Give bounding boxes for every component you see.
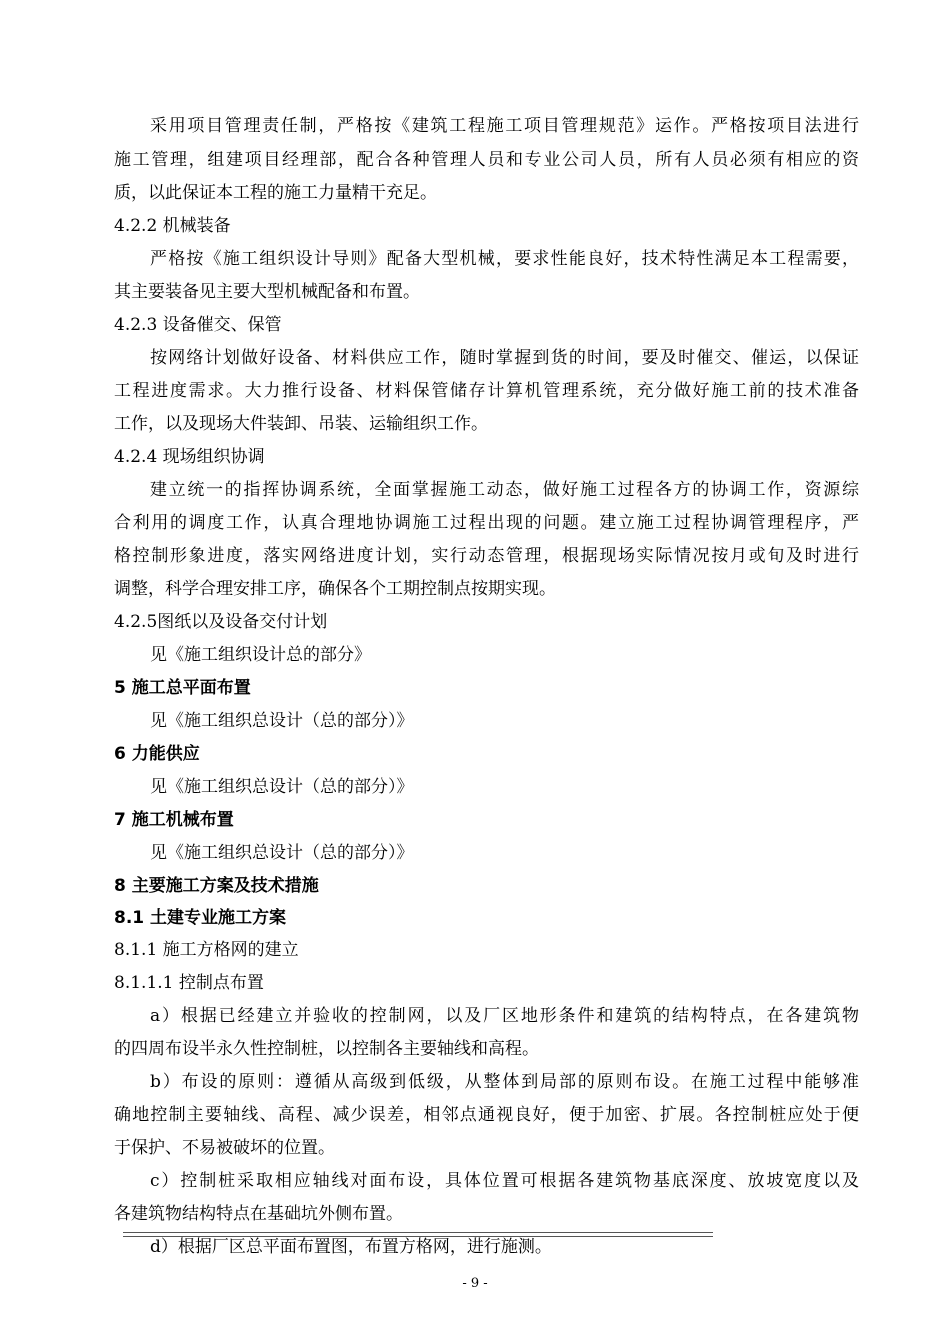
paragraph-line: 见《施工组织设计总的部分》	[150, 645, 371, 665]
chapter-heading-5: 5 施工总平面布置	[114, 678, 251, 698]
paragraph-line: b）布设的原则：遵循从高级到低级，从整体到局部的原则布设。在施工过程中能够准	[150, 1072, 859, 1092]
page-number: - 9 -	[462, 1276, 488, 1291]
paragraph-line: 格控制形象进度，落实网络进度计划，实行动态管理，根据现场实际情况按月或旬及时进行	[114, 546, 859, 566]
paragraph-line: 施工管理，组建项目经理部，配合各种管理人员和专业公司人员，所有人员必须有相应的资	[114, 150, 859, 170]
paragraph-line: 见《施工组织总设计（总的部分）》	[150, 843, 414, 863]
chapter-heading-8: 8 主要施工方案及技术措施	[114, 876, 319, 896]
paragraph-line: 工程进度需求。大力推行设备、材料保管储存计算机管理系统，充分做好施工前的技术准备	[114, 381, 859, 401]
paragraph-line: 工作，以及现场大件装卸、吊装、运输组织工作。	[114, 414, 488, 434]
paragraph-line: 确地控制主要轴线、高程、减少误差，相邻点通视良好，便于加密、扩展。各控制桩应处于便	[114, 1105, 859, 1125]
section-heading-8-1-1: 8.1.1 施工方格网的建立	[114, 940, 299, 960]
section-heading-8-1-1-1: 8.1.1.1 控制点布置	[114, 973, 264, 993]
paragraph-line: 严格按《施工组织设计导则》配备大型机械，要求性能良好，技术特性满足本工程需要，	[150, 249, 859, 269]
section-heading-8-1: 8.1 土建专业施工方案	[114, 908, 287, 928]
paragraph-line: 调整，科学合理安排工序，确保各个工期控制点按期实现。	[114, 579, 556, 599]
paragraph-line: 见《施工组织总设计（总的部分）》	[150, 777, 414, 797]
section-heading-4-2-2: 4.2.2 机械装备	[114, 216, 231, 236]
paragraph-line: 见《施工组织总设计（总的部分）》	[150, 711, 414, 731]
paragraph-line: 合利用的调度工作，认真合理地协调施工过程出现的问题。建立施工过程协调管理程序，严	[114, 513, 859, 533]
paragraph-line: 质，以此保证本工程的施工力量精干充足。	[114, 183, 437, 203]
paragraph-line: c）控制桩采取相应轴线对面布设，具体位置可根据各建筑物基底深度、放坡宽度以及	[150, 1171, 859, 1191]
section-heading-4-2-5: 4.2.5图纸以及设备交付计划	[114, 612, 328, 632]
paragraph-line: 的四周布设半永久性控制桩，以控制各主要轴线和高程。	[114, 1039, 539, 1059]
footer-divider-top	[123, 1232, 713, 1233]
paragraph-line: a）根据已经建立并验收的控制网，以及厂区地形条件和建筑的结构特点，在各建筑物	[150, 1006, 859, 1026]
paragraph-line: 采用项目管理责任制，严格按《建筑工程施工项目管理规范》运作。严格按项目法进行	[150, 116, 859, 136]
paragraph-line: 各建筑物结构特点在基础坑外侧布置。	[114, 1204, 403, 1224]
chapter-heading-7: 7 施工机械布置	[114, 810, 234, 830]
section-heading-4-2-4: 4.2.4 现场组织协调	[114, 447, 265, 467]
paragraph-line: 于保护、不易被破坏的位置。	[114, 1138, 335, 1158]
paragraph-line: 其主要装备见主要大型机械配备和布置。	[114, 282, 420, 302]
section-heading-4-2-3: 4.2.3 设备催交、保管	[114, 315, 282, 335]
paragraph-line: 建立统一的指挥协调系统，全面掌握施工动态，做好施工过程各方的协调工作，资源综	[150, 480, 859, 500]
chapter-heading-6: 6 力能供应	[114, 744, 200, 764]
paragraph-line: 按网络计划做好设备、材料供应工作，随时掌握到货的时间，要及时催交、催运，以保证	[150, 348, 859, 368]
paragraph-line: d）根据厂区总平面布置图，布置方格网，进行施测。	[150, 1237, 552, 1257]
